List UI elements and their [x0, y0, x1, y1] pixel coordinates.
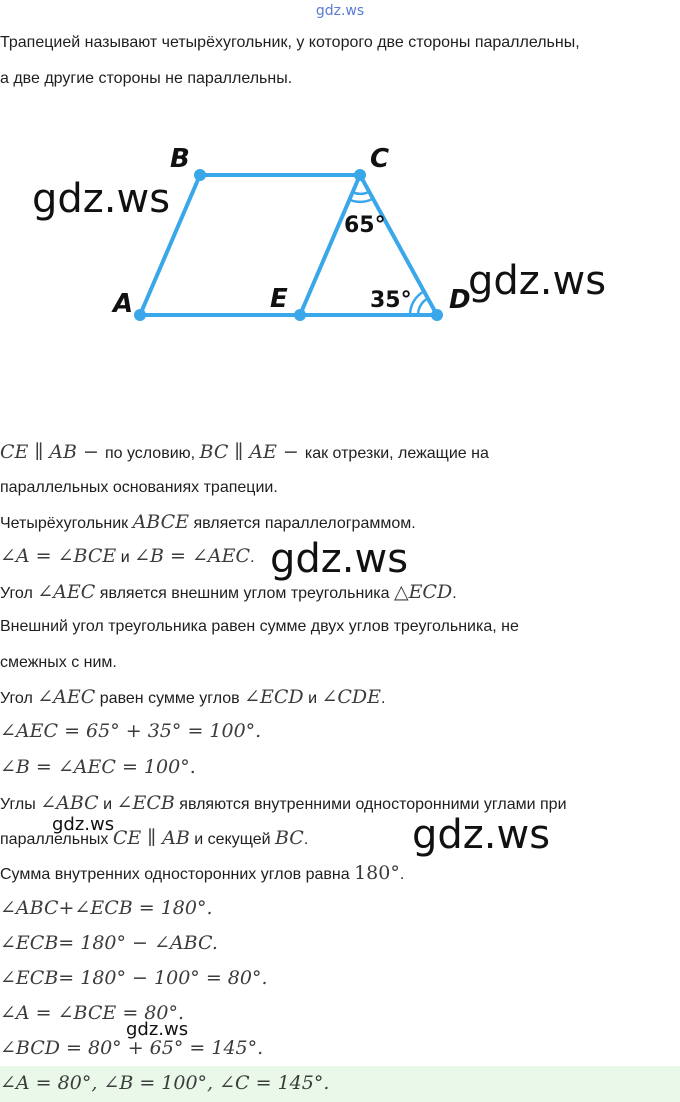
- solution-line-11: Углы ∠ABC и ∠ECB являются внутренними односторонними углами при: [0, 792, 567, 814]
- point-e: [294, 309, 306, 321]
- solution-line-15: ∠ECB= 180° − ∠ABC.: [0, 932, 218, 954]
- solution-line-14: ∠ABC+∠ECB = 180°.: [0, 897, 213, 919]
- solution-line-12: параллельных CE ∥ AB и секущей BC.: [0, 827, 309, 849]
- point-c: [354, 169, 366, 181]
- solution-line-7: смежных с ним.: [0, 654, 117, 671]
- definition-line-2: а две другие стороны не параллельны.: [0, 70, 293, 87]
- point-a: [134, 309, 146, 321]
- solution-line-8: Угол ∠AEC равен сумме углов ∠ECD и ∠CDE.: [0, 686, 386, 708]
- label-c: C: [370, 144, 390, 174]
- label-a: A: [113, 289, 134, 319]
- solution-line-2: параллельных основаниях трапеции.: [0, 479, 278, 496]
- point-d: [431, 309, 443, 321]
- angle-c-value: 65°: [344, 213, 386, 238]
- answer-line: ∠A = 80°, ∠B = 100°, ∠C = 145°.: [0, 1072, 330, 1094]
- watermark-top[interactable]: gdz.ws: [315, 3, 365, 19]
- solution-line-17: ∠A = ∠BCE = 80°.: [0, 1002, 184, 1024]
- angle-c-arc-1: [353, 192, 370, 194]
- watermark-5: gdz.ws: [412, 812, 551, 858]
- angle-c-arc-2: [349, 199, 373, 202]
- definition-line-1: Трапецией называют четырёхугольник, у которого две стороны параллельны,: [0, 34, 580, 51]
- solution-line-9: ∠AEC = 65° + 35° = 100°.: [0, 720, 262, 742]
- watermark-2: gdz.ws: [468, 258, 607, 304]
- solution-line-1: CE ∥ AB − по условию, BC ∥ AE − как отрезки, лежащие на: [0, 441, 489, 463]
- solution-line-18: ∠BCD = 80° + 65° = 145°.: [0, 1037, 264, 1059]
- solution-line-13: Сумма внутренних односторонних углов равна 180°.: [0, 862, 405, 884]
- angle-d-arc-1: [418, 298, 428, 315]
- solution-line-6: Внешний угол треугольника равен сумме двух углов треугольника, не: [0, 618, 519, 635]
- watermark-1: gdz.ws: [32, 176, 171, 222]
- solution-line-5: Угол ∠AEC является внешним углом треугольника △ECD.: [0, 581, 457, 603]
- angle-d-value: 35°: [370, 288, 412, 313]
- solution-line-3: Четырёхугольник ABCE является параллелограммом.: [0, 511, 416, 533]
- watermark-4: gdz.ws: [52, 814, 115, 835]
- watermark-3: gdz.ws: [270, 536, 409, 582]
- point-b: [194, 169, 206, 181]
- label-d: D: [449, 285, 471, 315]
- solution-line-16: ∠ECB= 180° − 100° = 80°.: [0, 967, 268, 989]
- segment-ce: [300, 175, 360, 315]
- trapezoid-figure: [0, 135, 680, 335]
- solution-line-4: ∠A = ∠BCE и ∠B = ∠AEC.: [0, 545, 255, 567]
- watermark-6: gdz.ws: [126, 1019, 189, 1040]
- label-b: B: [170, 144, 190, 174]
- label-e: E: [270, 284, 288, 314]
- solution-line-10: ∠B = ∠AEC = 100°.: [0, 756, 196, 778]
